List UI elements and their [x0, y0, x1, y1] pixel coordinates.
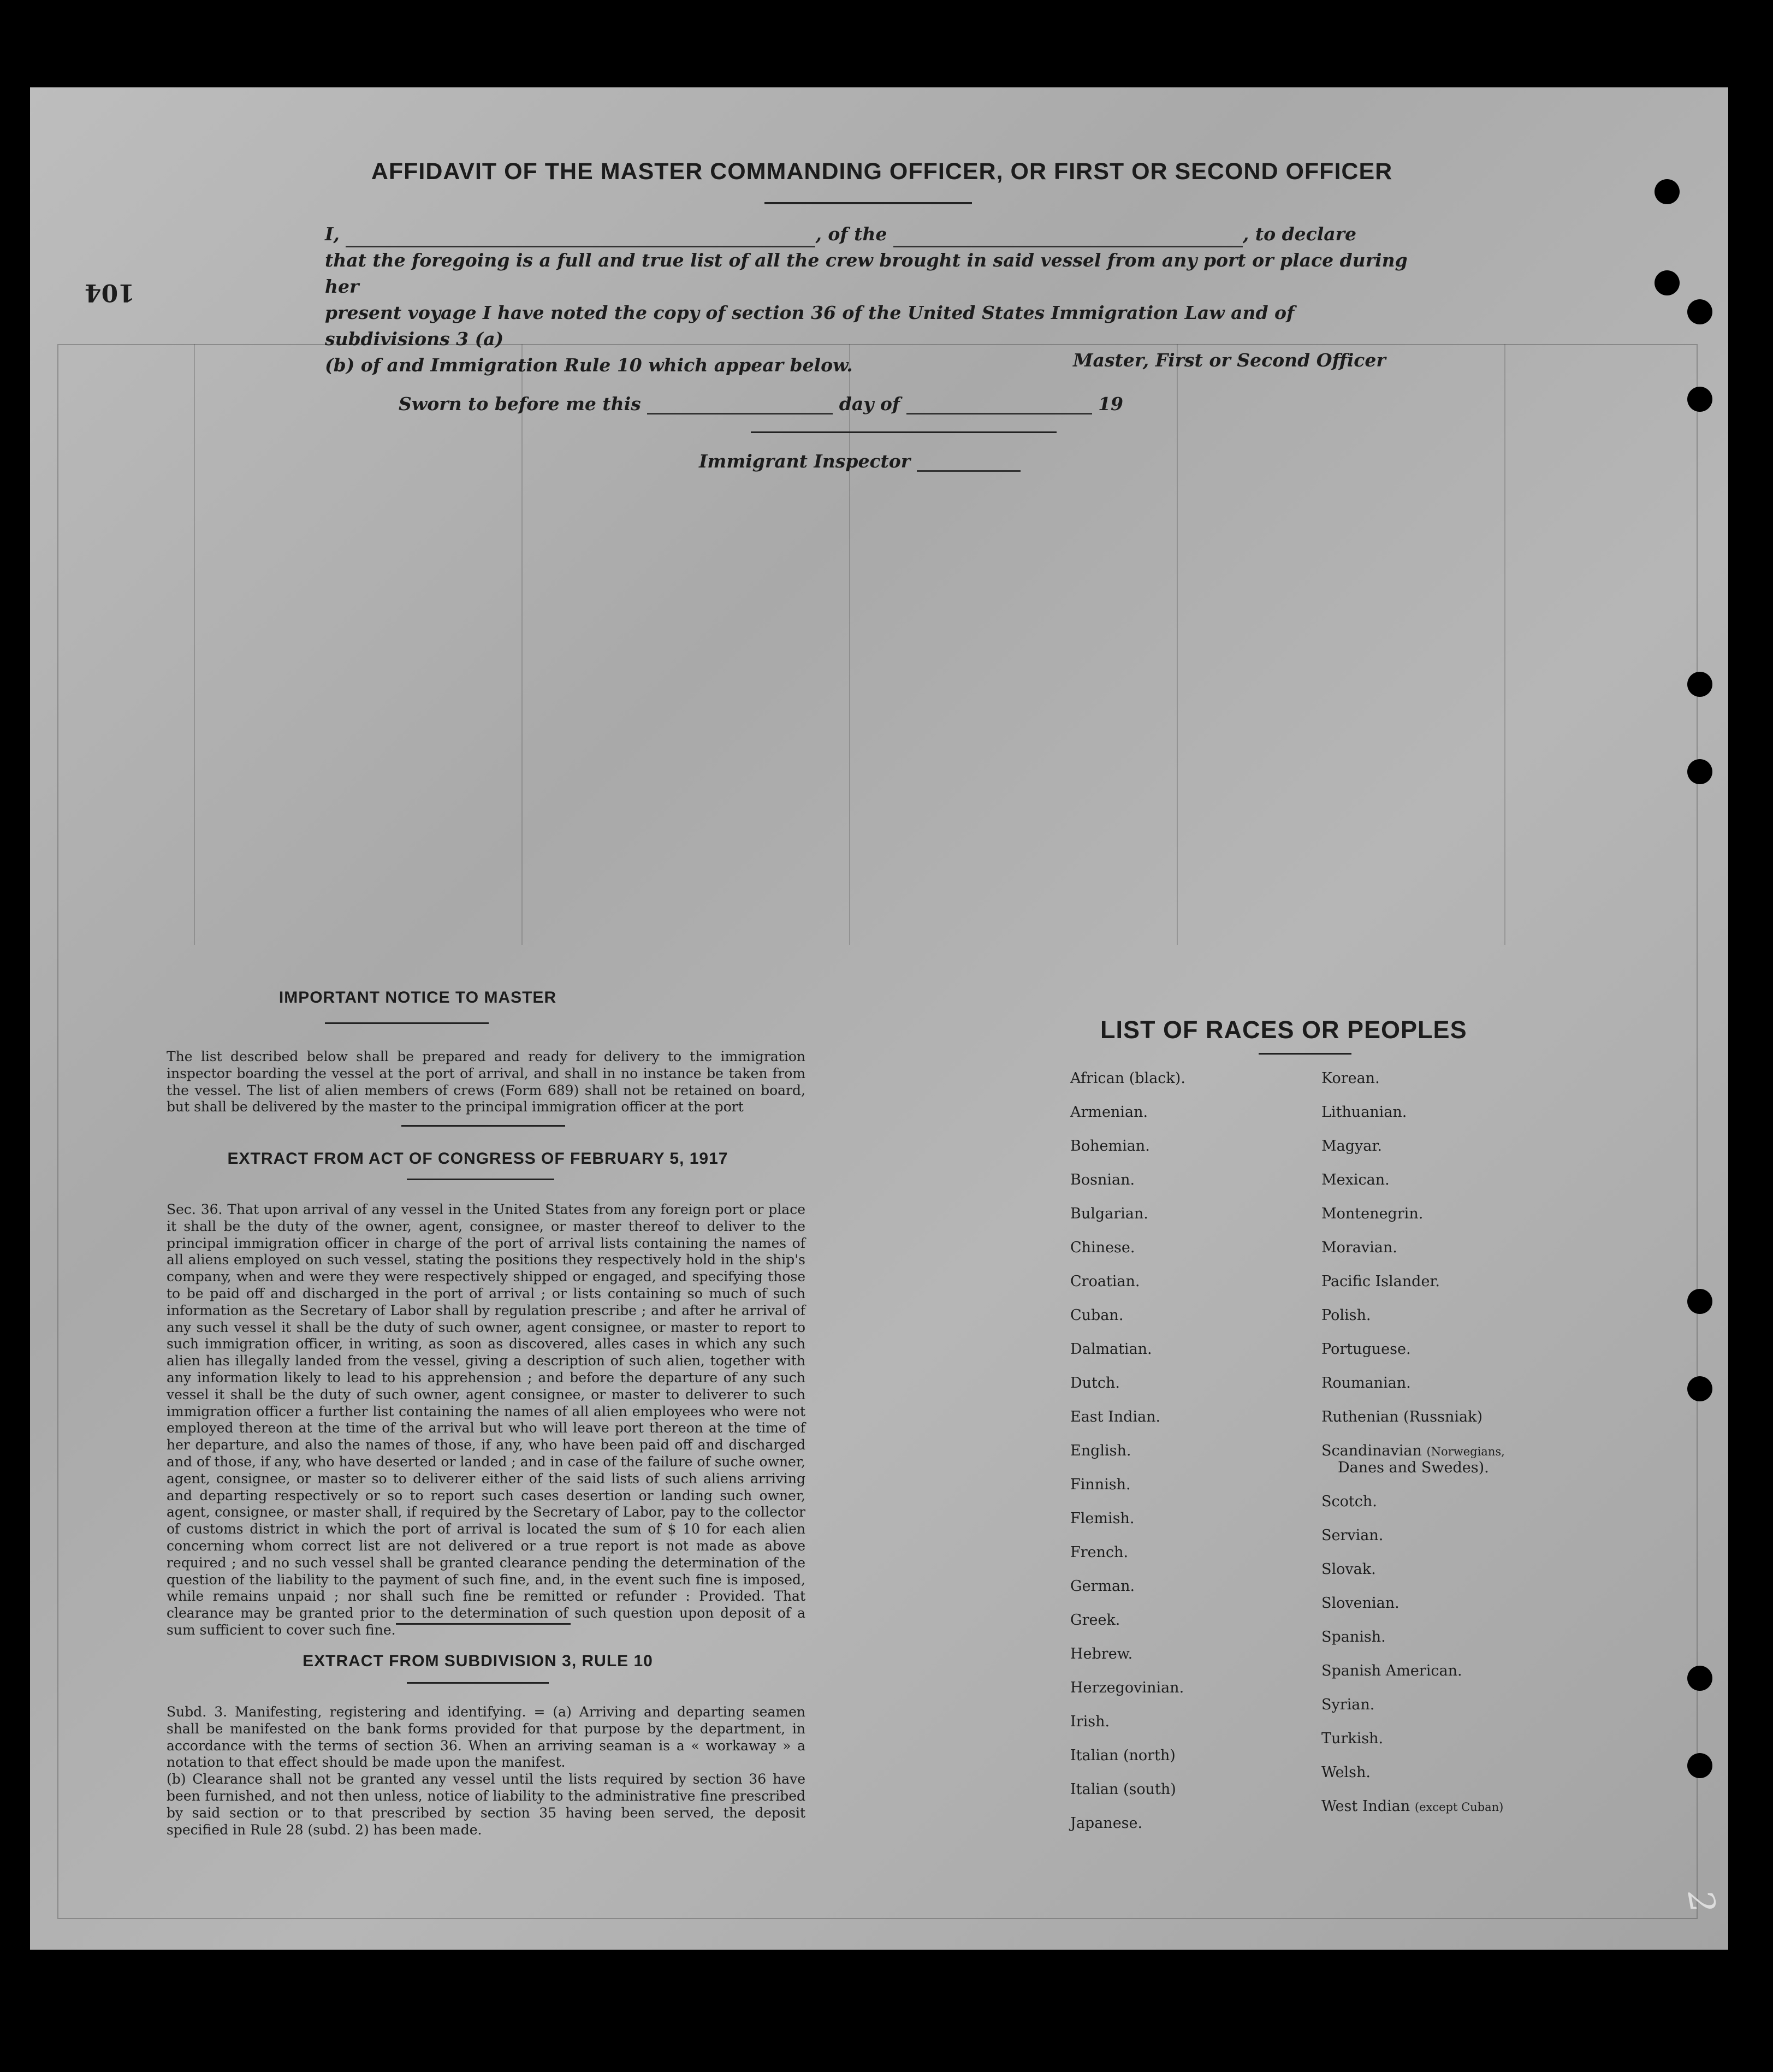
race-item: Polish. — [1321, 1307, 1371, 1324]
binder-hole — [1687, 759, 1712, 784]
race-item: Dalmatian. — [1070, 1341, 1152, 1358]
sworn-day-blank[interactable] — [647, 413, 833, 415]
race-item: African (black). — [1070, 1070, 1185, 1087]
race-item: Bosnian. — [1070, 1171, 1135, 1188]
race-item: Turkish. — [1321, 1730, 1384, 1747]
race-item: Hebrew. — [1070, 1645, 1133, 1662]
rule-text: Subd. 3. Manifesting, registering and identifying. = (a) Arriving and departing seamen shall be manifested on the bank forms provided for that purpose by the department, in accordance with the terms of section 36. When an arriving seaman is a « workaway » a notation to that effect should be made upon the manifest. (b) Clearance shall not be granted any vessel until the lists required by section 36 have been furnished, and not then unless, notice of liability to the administrative fine prescribed by said section or to that prescribed by section 35 having been served, the deposit specified in Rule 28 (subd. 2) has been made. — [167, 1704, 805, 1838]
race-item: Greek. — [1070, 1612, 1120, 1629]
sworn-month-blank[interactable] — [906, 413, 1092, 415]
race-item: Mexican. — [1321, 1171, 1390, 1188]
race-item: Italian (south) — [1070, 1781, 1176, 1798]
race-item: German. — [1070, 1578, 1135, 1595]
race-item: Italian (north) — [1070, 1747, 1176, 1764]
faint-column-line — [849, 344, 850, 945]
act-text: Sec. 36. That upon arrival of any vessel in the United States from any foreign port or place it shall be the duty of the owner, agent, consignee, or master thereof to deliver to the principal immigration officer in charge of the port of arrival lists containing the names of all aliens employed on such vessel, stating the positions they respectively hold in the ship's company, when and were they were respectively shipped or engaged, and specifying those to be paid off and discharged in the port of arrival ; or lists containing so much of such information as the Secretary of Labor shall by regulation prescribe ; and after he arrival of any such vessel it shall be the duty of such owner, agent consignee, or master to report to such immigration officer, in writing, as soon as discovered, alles cases in which any such alien has illegally landed from the vessel, giving a description of such alien, together with any information likely to lead to his apprehension ; and before the departure of any such vessel it shall be the duty of such owner, agent consignee, or master to deliverer to such immigration officer a further list containing the names of all alien employees who were not employed thereon at the time of the arrival but who will leave port thereon at the time of her departure, and also the names of those, if any, who have been paid off and discharged and of those, if any, who have deserted or landed ; and in case of the failure of suche owner, agent, consignee, or master so to deliverer either of the said lists of such aliens arriving and departing respectively or so to report such cases desertion or landing such owner, agent, consignee, or master shall, if required by the Secretary of Labor, pay to the collector of customs district in which the port of arrival is located the sum of $ 10 for each alien concerning whom correct list are not delivered or a true report is not made as above required ; and no such vessel shall be granted clearance pending the determination of the question of the liability to the payment of such fine, and, in the event such fine is imposed, while remains unpaid ; nor shall such fine be remitted or refunder : Provided. That clearance may be granted prior to the determination of such question upon deposit of a sum sufficient to cover such fine. — [167, 1201, 805, 1638]
race-item: Korean. — [1321, 1070, 1380, 1087]
binder-hole — [1687, 672, 1712, 697]
race-item: Dutch. — [1070, 1375, 1120, 1392]
notice-underline — [325, 1022, 489, 1024]
race-item: Chinese. — [1070, 1239, 1135, 1256]
race-item: Spanish. — [1321, 1629, 1386, 1645]
act-underline — [407, 1179, 554, 1180]
binder-hole — [1687, 299, 1712, 324]
faint-column-line — [1177, 344, 1178, 945]
affidavit-title: AFFIDAVIT OF THE MASTER COMMANDING OFFICER, OR FIRST OR SECOND OFFICER — [371, 158, 1393, 185]
binder-hole — [1687, 387, 1712, 412]
races-list-left — [1070, 1070, 1185, 1849]
faint-column-line — [521, 344, 523, 945]
affidavit-line-3: present voyage I have noted the copy of section 36 of the United States Immigration Law and of subdivisions 3 (a) — [325, 302, 1295, 350]
binder-hole — [1687, 1289, 1712, 1314]
binder-hole — [1687, 1666, 1712, 1691]
rule-heading: EXTRACT FROM SUBDIVISION 3, RULE 10 — [303, 1652, 653, 1670]
race-item: Pacific Islander. — [1321, 1273, 1440, 1290]
race-item: Slovak. — [1321, 1561, 1376, 1578]
sworn-line: Sworn to before me this day of 19 — [399, 393, 1124, 415]
race-item: Finnish. — [1070, 1476, 1131, 1493]
race-item: Flemish. — [1070, 1510, 1135, 1527]
race-item: East Indian. — [1070, 1408, 1161, 1425]
race-item: Magyar. — [1321, 1138, 1382, 1155]
race-item: Irish. — [1070, 1713, 1110, 1730]
race-item: Armenian. — [1070, 1104, 1148, 1121]
race-item: Portuguese. — [1321, 1341, 1411, 1358]
race-item: Scotch. — [1321, 1493, 1377, 1510]
faint-column-line — [1504, 344, 1505, 945]
binder-hole — [1655, 270, 1680, 295]
race-item: Roumanian. — [1321, 1375, 1411, 1392]
rule-underline — [407, 1682, 549, 1684]
race-item: Slovenian. — [1321, 1595, 1400, 1612]
race-item: Welsh. — [1321, 1764, 1371, 1781]
race-item: Croatian. — [1070, 1273, 1140, 1290]
race-item: Spanish American. — [1321, 1662, 1462, 1679]
binder-hole — [1687, 1376, 1712, 1401]
inspector-line: Immigrant Inspector — [699, 451, 1021, 472]
margin-handwritten-mark: 2 — [1679, 1887, 1723, 1916]
races-underline — [1259, 1053, 1351, 1055]
act-bottom-rule — [396, 1623, 571, 1625]
race-item: West Indian (except Cuban) — [1321, 1798, 1504, 1815]
sworn-underline — [751, 431, 1057, 433]
race-item: Syrian. — [1321, 1696, 1375, 1713]
binder-hole — [1655, 179, 1680, 204]
races-heading: LIST OF RACES OR PEOPLES — [1100, 1016, 1467, 1044]
affidavit-line-1: I, , of the , to declare — [325, 221, 1417, 247]
affidavit-line-4: (b) of and Immigration Rule 10 which appear below. — [325, 354, 853, 376]
binder-hole — [1687, 1753, 1712, 1778]
race-item: Bulgarian. — [1070, 1205, 1148, 1222]
race-item: Japanese. — [1070, 1815, 1143, 1832]
race-item: English. — [1070, 1442, 1131, 1459]
notice-bottom-rule — [401, 1125, 565, 1127]
race-item: Herzegovinian. — [1070, 1679, 1184, 1696]
races-list-right — [1321, 1070, 1505, 1832]
race-item: Servian. — [1321, 1527, 1384, 1544]
side-page-number: 104 — [85, 279, 135, 306]
affidavit-line-2: that the foregoing is a full and true list of all the crew brought in said vessel from any port or place during her — [325, 250, 1408, 297]
title-underline — [764, 202, 972, 204]
master-signature-label: Master, First or Second Officer — [1073, 350, 1386, 371]
race-item: Moravian. — [1321, 1239, 1397, 1256]
race-item: Ruthenian (Russniak) — [1321, 1408, 1483, 1425]
race-item: Bohemian. — [1070, 1138, 1150, 1155]
act-heading: EXTRACT FROM ACT OF CONGRESS OF FEBRUARY 5, 1917 — [227, 1150, 728, 1168]
inspector-signature-blank[interactable] — [917, 470, 1021, 472]
notice-text: The list described below shall be prepared and ready for delivery to the immigration inspector boarding the vessel at the port of arrival, and shall in no instance be taken from the vessel. The list of alien members of crews (Form 689) shall not be retained on board, but shall be delivered by the master to the principal immigration officer at the port — [167, 1049, 805, 1115]
race-item: Cuban. — [1070, 1307, 1124, 1324]
race-item: Lithuanian. — [1321, 1104, 1407, 1121]
race-item: Montenegrin. — [1321, 1205, 1424, 1222]
race-item: French. — [1070, 1544, 1129, 1561]
race-item: Scandinavian (Norwegians, Danes and Swedes). — [1321, 1442, 1505, 1476]
faint-column-line — [194, 344, 195, 945]
notice-heading: IMPORTANT NOTICE TO MASTER — [278, 988, 557, 1007]
document-sheet — [30, 87, 1728, 1950]
